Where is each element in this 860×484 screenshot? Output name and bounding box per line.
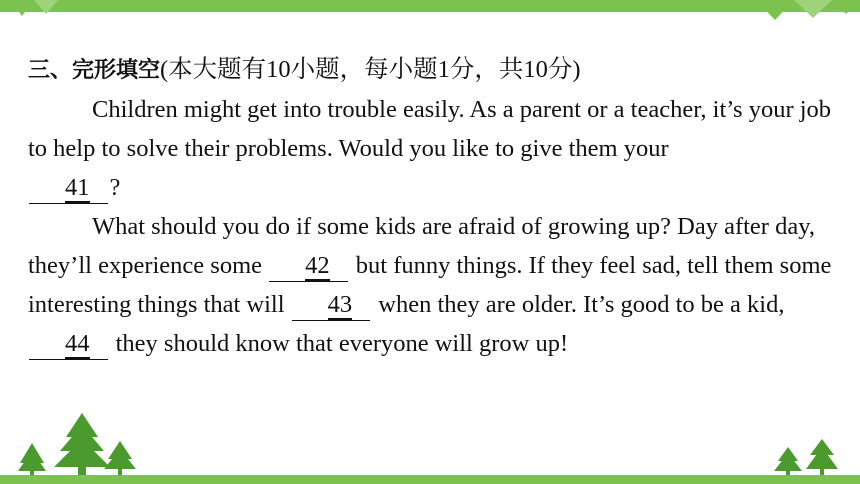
- blank-42[interactable]: [269, 252, 348, 282]
- top-left-leaf-decoration: [0, 0, 80, 22]
- paragraph-1: [28, 90, 838, 207]
- bottom-left-trees-decoration: [18, 413, 148, 475]
- paragraph-1-end: ?: [109, 174, 121, 201]
- section-note: (本大题有10小题，每小题1分，共10分): [160, 56, 581, 83]
- top-right-leaf-decoration: [750, 0, 860, 22]
- paragraph-1-text: Children might get into trouble easily. As a parent or a teacher, it’s your job to help to solve their problems. Would you like to give them your: [28, 96, 832, 162]
- top-green-bar: [0, 0, 860, 12]
- blank-44[interactable]: [29, 330, 108, 360]
- bottom-green-bar: [0, 475, 860, 484]
- paragraph-2-text-2: but funny things. If they feel sad, tell them some interesting things that will: [28, 252, 832, 318]
- paragraph-2-text-3: when they are older. It’s good to be a kid,: [378, 291, 785, 318]
- section-title: 三、完形填空: [28, 58, 161, 83]
- paragraph-2-text-1: What should you do if some kids are afraid of growing up? Day after day, they’ll experience some: [28, 213, 815, 279]
- bottom-right-trees-decoration: [772, 439, 842, 475]
- blank-43-number: 43: [327, 291, 353, 318]
- paragraph-2-text-4: they should know that everyone will grow up!: [115, 330, 569, 357]
- exercise-content: [28, 50, 838, 363]
- blank-42-number: 42: [305, 252, 330, 279]
- blank-41[interactable]: [29, 174, 108, 204]
- blank-43[interactable]: [292, 291, 371, 321]
- blank-44-number: 44: [65, 330, 90, 357]
- section-heading: [28, 50, 838, 90]
- blank-41-number: 41: [65, 174, 90, 201]
- paragraph-2: [28, 207, 838, 363]
